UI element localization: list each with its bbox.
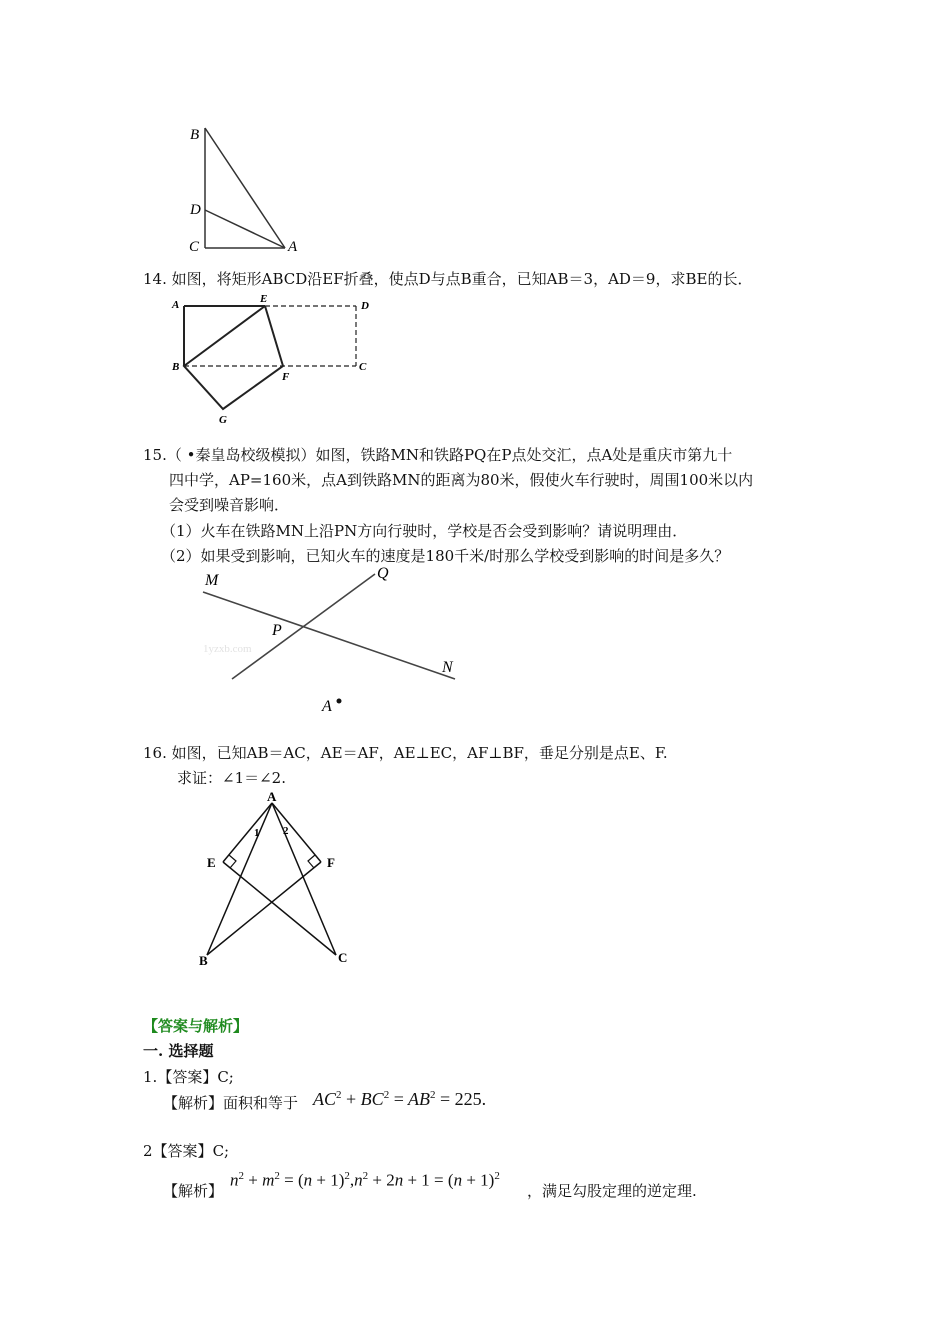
answer-2-value: C; (212, 1142, 230, 1160)
label-Q: Q (377, 565, 389, 582)
answer-2-number: 2 (143, 1142, 153, 1160)
label-C: C (338, 950, 348, 965)
label-A: A (267, 790, 277, 804)
q16-line2: 求证：∠1＝∠2. (177, 769, 286, 787)
label-E: E (260, 293, 268, 305)
formula-result: 225 (454, 1089, 482, 1109)
point-A (337, 699, 342, 704)
answer-2-line (143, 1141, 229, 1161)
answer-1-line (143, 1067, 234, 1087)
section-title: 一. 选择题 (143, 1042, 214, 1060)
answer-1-value: C; (217, 1068, 234, 1086)
q14-text: 14. 如图，将矩形ABCD沿EF折叠，使点D与点B重合，已知AB＝3，AD＝9，求BE的长． (143, 270, 753, 288)
answers-heading: 【答案与解析】 (143, 1017, 249, 1035)
label-C: C (189, 239, 200, 255)
label-D: D (190, 202, 201, 218)
watermark: 1yzxb.com (203, 643, 252, 655)
analysis-2-formula: $n^2 + m^2 = (n + 1)^2,n^2 + 2n + 1 = (n + 1)^2$ (230, 1170, 500, 1190)
analysis-2-text: ，满足勾股定理的逆定理. (527, 1182, 697, 1200)
analysis-1-line (163, 1093, 298, 1113)
label-F: F (282, 371, 290, 383)
analysis-1-text: 面积和等于 (223, 1094, 299, 1112)
label-C: C (359, 361, 367, 373)
label-D: D (361, 300, 369, 312)
label-A: A (322, 698, 332, 715)
figure-q16-triangles (195, 790, 365, 970)
angle-2-label: 2 (283, 825, 289, 837)
label-G: G (219, 414, 227, 426)
q15-sub2: （2）如果受到影响，已知火车的速度是180千米/时那么学校受到影响的时间是多久？ (161, 547, 730, 565)
label-E: E (207, 855, 216, 870)
angle-1-label: 1 (254, 827, 260, 839)
label-A: A (288, 239, 298, 255)
label-N: N (442, 659, 453, 676)
label-A: A (172, 299, 180, 311)
label-B: B (190, 127, 200, 143)
q15-line1: 15.（ •秦皇岛校级模拟）如图，铁路MN和铁路PQ在P点处交汇，点A处是重庆市第九十 (143, 446, 733, 464)
q15-line2: 四中学，AP=160米，点A到铁路MN的距离为80米，假使火车行驶时，周围100米以内 (169, 471, 754, 489)
figure-q15-railways (195, 562, 475, 722)
answer-tag: 【答案】 (157, 1068, 218, 1086)
answer-tag: 【答案】 (152, 1142, 213, 1160)
figure-q13-triangle (180, 118, 310, 258)
label-F: F (327, 855, 335, 870)
label-B: B (199, 953, 208, 968)
analysis-1-formula: $AC^2 + BC^2 = AB^2 = 225$. (313, 1089, 487, 1109)
analysis-tag: 【解析】 (163, 1094, 224, 1112)
q15-line3: 会受到噪音影响． (169, 496, 290, 514)
label-M: M (205, 572, 219, 589)
analysis-2-tag: 【解析】 (163, 1182, 224, 1200)
figure-q14-folded-rectangle (168, 292, 378, 432)
answer-1-number: 1. (143, 1068, 158, 1086)
q15-sub1: （1）火车在铁路MN上沿PN方向行驶时，学校是否会受到影响？请说明理由． (161, 522, 688, 540)
q16-line1: 16. 如图，已知AB＝AC，AE＝AF，AE⊥EC，AF⊥BF，垂足分别是点E、F. (143, 744, 668, 762)
label-P: P (272, 622, 282, 639)
label-B: B (172, 361, 180, 373)
